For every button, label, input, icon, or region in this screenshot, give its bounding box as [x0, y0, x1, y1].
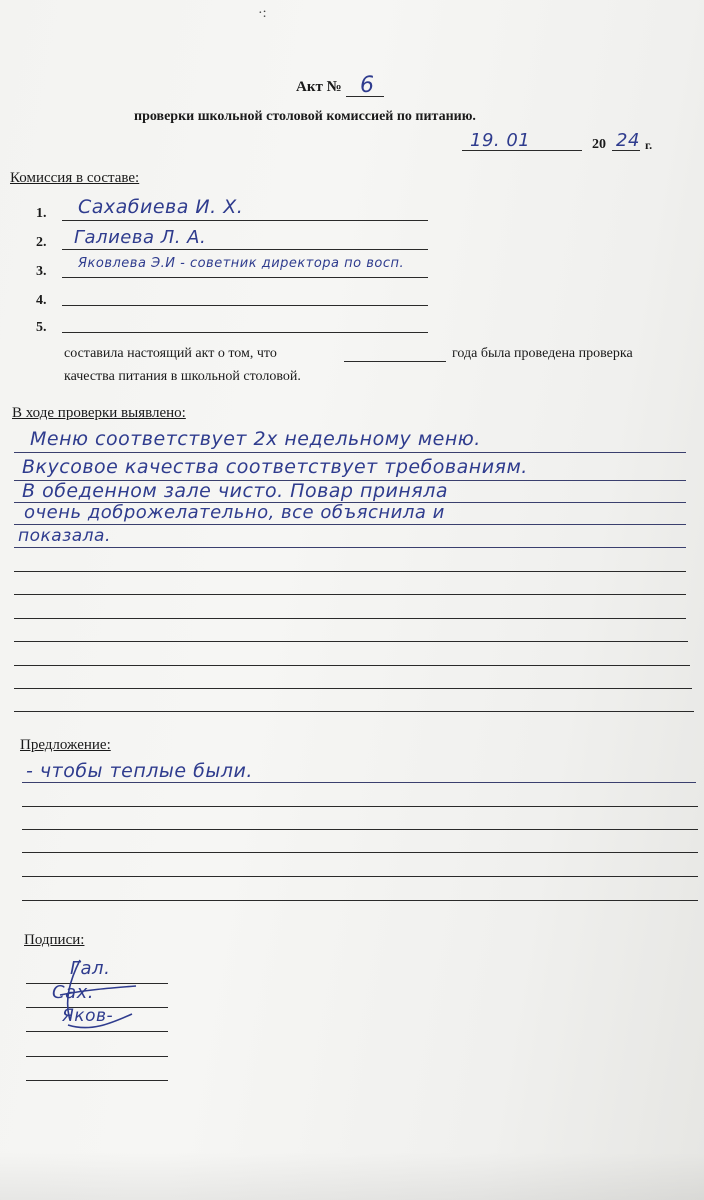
proposal-line — [22, 876, 698, 877]
signature-line — [26, 1080, 168, 1081]
member-line — [62, 277, 428, 278]
findings-text: Вкусовое качества соответствует требованиям. — [22, 456, 528, 478]
year-unit: г. — [645, 138, 653, 152]
findings-line — [14, 524, 686, 525]
member-line — [62, 249, 428, 250]
year-prefix: 20 — [592, 137, 606, 152]
findings-line — [14, 665, 690, 666]
findings-line — [14, 452, 686, 453]
statement-part2: года была проведена проверка — [452, 346, 633, 361]
signature-mark: Сах. — [52, 982, 94, 1003]
findings-line — [14, 547, 686, 548]
act-number: 6 — [360, 73, 375, 98]
proposal-line — [22, 806, 698, 807]
date-day-month: 19. 01 — [470, 130, 531, 151]
statement-line2: качества питания в школьной столовой. — [64, 369, 301, 384]
proposal-line — [22, 900, 698, 901]
proposal-line — [22, 852, 698, 853]
signature-mark: Яков- — [62, 1006, 114, 1026]
findings-text: очень доброжелательно, все объяснила и — [24, 502, 445, 523]
findings-line — [14, 571, 686, 572]
member-number: 4. — [36, 293, 47, 308]
proposal-text: - чтобы теплые были. — [26, 760, 253, 782]
proposal-line — [22, 829, 698, 830]
proposal-line — [22, 782, 696, 783]
statement-part1: составила настоящий акт о том, что — [64, 346, 277, 361]
findings-line — [14, 594, 686, 595]
member-number: 5. — [36, 320, 47, 335]
proposal-heading: Предложение: — [20, 737, 111, 753]
member-name: Галиева Л. А. — [74, 227, 207, 248]
statement-date-line — [344, 361, 446, 362]
year-suffix: 24 — [616, 130, 640, 151]
findings-line — [14, 641, 688, 642]
year-line — [612, 150, 640, 151]
member-line — [62, 332, 428, 333]
top-mark: ·: — [258, 6, 267, 21]
member-number: 1. — [36, 206, 47, 221]
signature-mark: Гал. — [70, 958, 111, 979]
act-subtitle: проверки школьной столовой комиссией по питанию. — [134, 109, 476, 124]
findings-heading: В ходе проверки выявлено: — [12, 405, 186, 421]
commission-heading: Комиссия в составе: — [10, 170, 140, 186]
signatures-heading: Подписи: — [24, 932, 85, 948]
signature-scribble — [40, 940, 160, 1060]
findings-text: В обеденном зале чисто. Повар приняла — [22, 480, 449, 502]
findings-text: показала. — [18, 526, 111, 546]
member-number: 3. — [36, 264, 47, 279]
findings-text: Меню соответствует 2х недельному меню. — [30, 428, 481, 450]
member-number: 2. — [36, 235, 47, 250]
date-line — [462, 150, 582, 151]
member-name: Сахабиева И. Х. — [78, 196, 244, 218]
act-prefix: Акт № — [296, 79, 342, 95]
page-shadow — [0, 1152, 704, 1200]
findings-line — [14, 688, 692, 689]
findings-line — [14, 711, 694, 712]
findings-line — [14, 618, 686, 619]
member-name: Яковлева Э.И - советник директора по восп. — [78, 256, 405, 271]
member-line — [62, 220, 428, 221]
member-line — [62, 305, 428, 306]
